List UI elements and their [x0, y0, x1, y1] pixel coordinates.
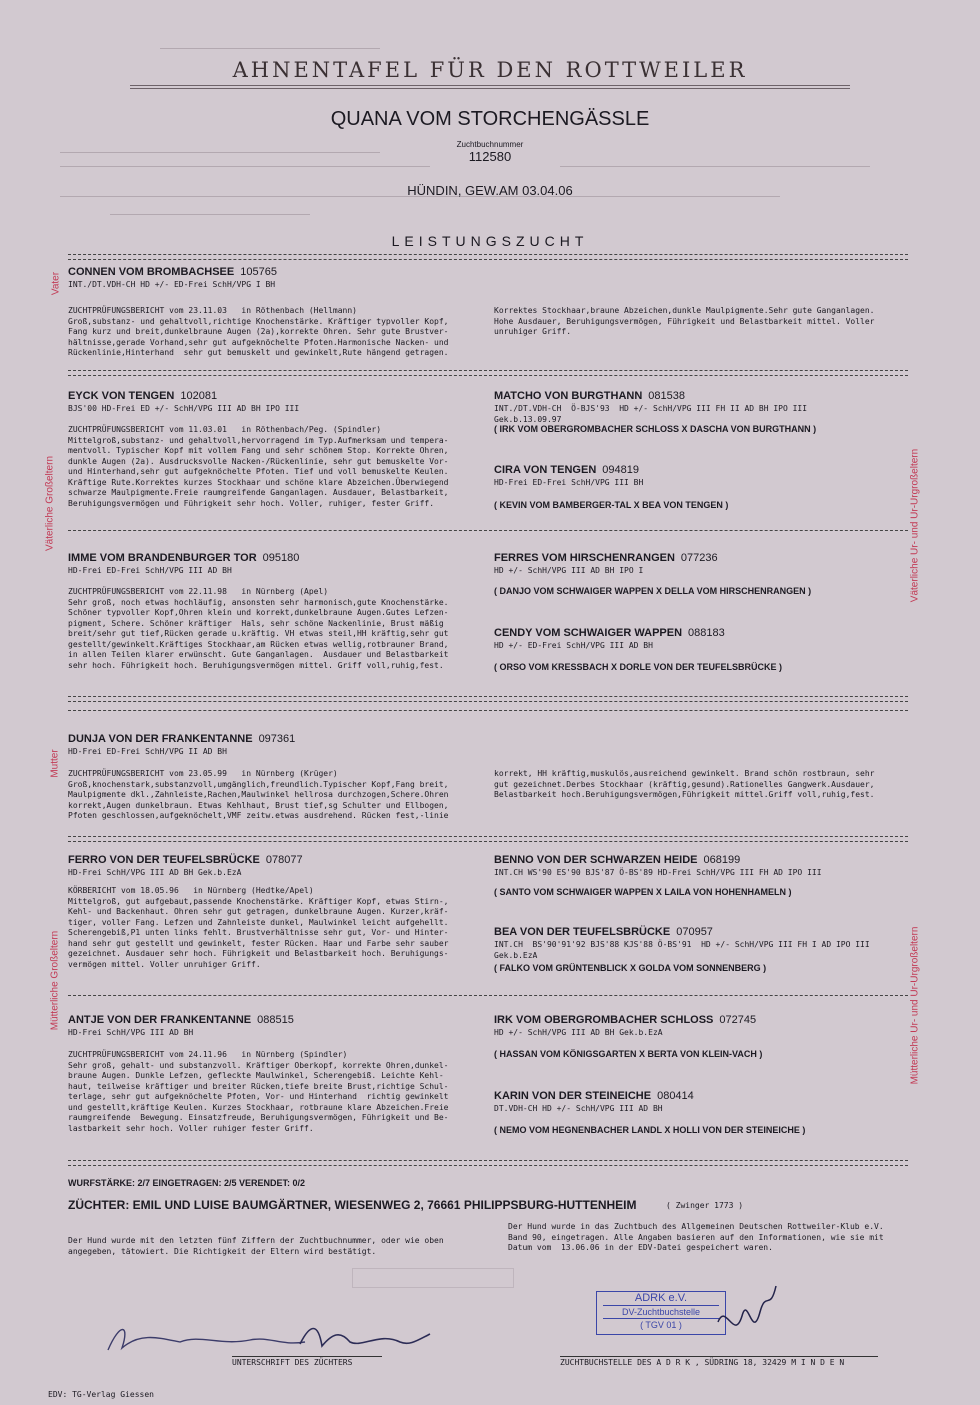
title-rule: [130, 85, 850, 89]
vg1-titles: BJS'00 HD-Frei ED +/- SchH/VPG III AD BH IPO III: [68, 404, 300, 413]
mg1-p1-parents: ( SANTO VOM SCHWAIGER WAPPEN X LAILA VON HOHENHAMELN ): [494, 887, 792, 897]
side-label-vater: Vater: [50, 271, 62, 296]
vg2-p2-reg: 088183: [688, 627, 725, 639]
side-label-mg: Mütterliche Großeltern: [49, 930, 61, 1031]
mg1-p2-parents: ( FALKO VOM GRÜNTENBLICK X GOLDA VOM SONNENBERG ): [494, 963, 767, 973]
separator: [68, 836, 908, 842]
mg1-p2-name: BEA VON DER TEUFELSBRÜCKE: [494, 926, 671, 938]
vg2-reg: 095180: [262, 552, 300, 564]
mg1-p1-name: BENNO VON DER SCHWARZEN HEIDE: [494, 854, 698, 866]
vg1-name: EYCK VON TENGEN: [68, 390, 175, 402]
stamp-line-1: ADRK e.V.: [634, 1292, 688, 1304]
vg1-p1-parents: ( IRK VOM OBERGROMBACHER SCHLOSS X DASCHA VON BURGTHANN ): [494, 424, 817, 434]
office-sig-caption: ZUCHTBUCHSTELLE DES A D R K , SÜDRING 18, 32429 M I N D E N: [560, 1358, 845, 1367]
vg1-p1-titles: INT./DT.VDH-CH Ö-BJS'93 HD +/- SchH/VPG III FH II AD BH IPO III Gek.b.13.09.97: [494, 404, 808, 424]
breeder-signatures: [100, 1312, 460, 1362]
mg2-name-row: [68, 1014, 294, 1026]
dam-titles: HD-Frei ED-Frei SchH/VPG II AD BH: [68, 747, 227, 756]
side-label-vuu: Väterliche Ur- und Ur-Urgroßeltern: [909, 448, 921, 603]
mg1-reg: 078077: [265, 854, 303, 866]
mg2-titles: HD-Frei SchH/VPG III AD BH: [68, 1028, 194, 1037]
vg2-p1-parents: ( DANJO VOM SCHWAIGER WAPPEN X DELLA VOM HIRSCHENRANGEN ): [494, 586, 812, 596]
mg2-p1-name: IRK VOM OBERGROMBACHER SCHLOSS: [494, 1014, 714, 1026]
vg1-p1-reg: 081538: [648, 390, 686, 402]
mg1-name: FERRO VON DER TEUFELSBRÜCKE: [68, 854, 260, 866]
vg1-report: ZUCHTPRÜFUNGSBERICHT vom 11.03.01 in Röthenbach/Peg. (Spindler) Mittelgroß,substanz- und gehaltvoll,hervorragend im Typ.Aufmerksam und tempera- mentvoll. Typischer Kopf mit vollem Fang und sehr schönem Stop. Korrekte Ohren, dunkle Augen (2a). Ausdrucksvolle Nacken-/Rückenlinie, sehr gut bemuskelte Vor- und Hinterhand,sehr gut aufgeknöchelte Pfoten. Tief und voll bemuskelte Keulen. Kräftige Rute.Korrektes kurzes Stockhaar und schöne klare Abzeichen.Überwiegend schwarze Maulpigmente.Freie raumgreifende Ganganlagen. Ausdauer, Belastbarkeit, Beruhigungsvermögen und Führigkeit sehr hoch. Voller, ruhiger, fester Griff.: [68, 425, 449, 508]
separator: [68, 1160, 908, 1166]
side-label-vg: Väterliche Großeltern: [44, 455, 56, 552]
grandsire-name-row: [68, 390, 217, 402]
tattoo-note: Der Hund wurde mit den letzten fünf Ziffern der Zuchtbuchnummer, oder wie oben angegeben, tätowiert. Die Richtigkeit der Eltern wird bestätigt.: [68, 1236, 444, 1256]
office-signature: [712, 1282, 782, 1354]
mg1-p1-titles: INT.CH WS'90 ES'90 BJS'87 Ö-BS'89 HD-Frei SchH/VPG III FH AD IPO III: [494, 868, 822, 877]
breeder-sig-line: [232, 1356, 382, 1357]
office-sig-line: [560, 1356, 878, 1357]
mg1-p2-name-row: [494, 926, 713, 938]
kennel-number: ( Zwinger 1773 ): [666, 1201, 744, 1210]
sire-reg: 105765: [240, 266, 277, 278]
ghost-line: [110, 214, 310, 215]
dam-name: DUNJA VON DER FRANKENTANNE: [68, 733, 253, 745]
vg2-p2-titles: HD +/- ED-Frei SchH/VPG III AD BH: [494, 641, 653, 650]
ghost-line: [60, 166, 430, 167]
mg2-p1-name-row: [494, 1014, 756, 1026]
ghost-line: [160, 40, 380, 49]
vg2-p1-name: FERRES VOM HIRSCHENRANGEN: [494, 552, 675, 564]
studbook-note: Der Hund wurde in das Zuchtbuch des Allgemeinen Deutschen Rottweiler-Klub e.V. Band 90, eingetragen. Alle Angaben basieren auf den Informationen, wie sie mit Datum vom 13.06.06 in der EDV-Datei gespeichert waren.: [508, 1222, 884, 1252]
vg2-p1-titles: HD +/- SchH/VPG III AD BH IPO I: [494, 566, 644, 575]
adrk-stamp: [596, 1291, 726, 1335]
mg2-reg: 088515: [257, 1014, 294, 1026]
vg2-p2-name: CENDY VOM SCHWAIGER WAPPEN: [494, 627, 683, 639]
mg2-report: ZUCHTPRÜFUNGSBERICHT vom 24.11.96 in Nürnberg (Spindler) Sehr groß, gehalt- und substanzvoll. Kräftiger Oberkopf, korrekte Ohren,dunkel- braune Augen. Dunkle Lefzen, gefleckte Maulwinkel, Scherengebiß. Leichte Kehl- haut, teilweise kräftiger und breiter Rücken,tiefe breite Brust,richtige Schul- terlage, sehr gut aufgeknöchelte Pfoten, Vor- und Hinterhand richtig gewinkelt und gestellt,kräftige Keulen. Kurzes Stockhaar, rotbraune klare Abzeichen.Freie raumgreifende Bewegung. Einsatzfreude, Beruhigungsvermögen, Führigkeit und Be- lastbarkeit sehr hoch. Voller ruhiger fester Griff.: [68, 1050, 449, 1133]
vg1-p2-titles: HD-Frei ED-Frei SchH/VPG III BH: [494, 478, 644, 487]
stamp-line-2: DV-Zuchtbuchstelle: [603, 1305, 719, 1319]
sex-and-birthdate: HÜNDIN, GEW.AM 03.04.06: [407, 183, 573, 198]
vg1-p2-name-row: [494, 464, 639, 476]
mg2-name: ANTJE VON DER FRANKENTANNE: [68, 1014, 252, 1026]
mg2-p1-reg: 072745: [719, 1014, 757, 1026]
side-label-mutter: Mutter: [49, 749, 61, 778]
studbook-number: 112580: [468, 149, 512, 164]
litter-info: WURFSTÄRKE: 2/7 EINGETRAGEN: 2/5 VERENDET: 0/2: [68, 1178, 306, 1188]
dam-report-right: korrekt, HH kräftig,muskulös,ausreichend gewinkelt. Brand schön rostbraun, sehr gut gezeichnet.Derbes Stockhaar (kräftig,gesund).Rationelles Gangwerk.Ausdauer, Belastbarkeit hoch.Beruhigungsvermögen,Führigkeit mittel.Griff voll,ruhig,fest.: [494, 769, 875, 799]
vg2-p2-parents: ( ORSO VOM KRESSBACH X DORLE VON DER TEUFELSBRÜCKE ): [494, 662, 783, 672]
section-heading: LEISTUNGSZUCHT: [391, 233, 589, 249]
side-label-muu: Mütterliche Ur- und Ur-Urgroßeltern: [909, 926, 921, 1085]
mg2-p1-parents: ( HASSAN VOM KÖNIGSGARTEN X BERTA VON KLEIN-VACH ): [494, 1049, 763, 1059]
print-vendor: EDV: TG-Verlag Giessen: [48, 1390, 154, 1399]
ghost-line: [560, 166, 870, 167]
dam-report-left: ZUCHTPRÜFUNGSBERICHT vom 23.05.99 in Nürnberg (Krüger) Groß,knochenstark,substanzvoll,umgänglich,freundlich.Typischer Kopf,Fang breit, Maulpigmente dkl.,Zahnleiste,Rachen,Maulwinkel hellrosa durchzogen,Schere.Ohren korrekt,Augen dunkelbraun. Etwas Kehlhaut, Brust tief,sg Schulter und Ellbogen, Pfoten geschlossen,aufgeknöchelt,VMF zeitw.etwas ausdrehend. Rücken fest,-linie: [68, 769, 449, 820]
sire-titles: INT./DT.VDH-CH HD +/- ED-Frei SchH/VPG I BH: [68, 280, 276, 289]
vg1-p1-name-row: [494, 390, 685, 402]
vg1-p2-parents: ( KEVIN VOM BAMBERGER-TAL X BEA VON TENGEN ): [494, 500, 729, 510]
vg1-p2-reg: 094819: [602, 464, 639, 476]
breeder-sig-caption: UNTERSCHRIFT DES ZÜCHTERS: [232, 1358, 353, 1367]
vg1-p1-name: MATCHO VON BURGTHANN: [494, 390, 643, 402]
dam-name-row: [68, 733, 295, 745]
mg2-p2-name: KARIN VON DER STEINEICHE: [494, 1090, 652, 1102]
breeder-address: ZÜCHTER: EMIL UND LUISE BAUMGÄRTNER, WIESENWEG 2, 76661 PHILIPPSBURG-HUTTENHEIM: [68, 1198, 637, 1212]
mg2-p2-titles: DT.VDH-CH HD +/- SchH/VPG III AD BH: [494, 1104, 663, 1113]
mg1-name-row: [68, 854, 303, 866]
vg2-report: ZUCHTPRÜFUNGSBERICHT vom 22.11.98 in Nürnberg (Apel) Sehr groß, noch etwas hochläufig, ansonsten sehr harmonisch,gute Knochenstärke. Schöner typvoller Kopf,Ohren klein und korrekt,dunkelbraune Augen.Gutes Lefzen- pigment, Schere. Schöner kräftiger Hals, sehr schöne Nackenlinie, Brust mäßig breit/sehr gut tief,Rücken gerade u.kräftig. VH etwas steil,HH kräftig,sehr gut gestellt/gewinkelt.Kräftiges Stockhaar,am Rücken etwas wellig,rotbrauner Brand, in allen Teilen klarer erwünscht. Gute Ganganlagen. Ausdauer und Belastbarkeit sehr hoch. Führigkeit hoch. Beruhigungsvermögen mittel. Griff voll,ruhig,fest.: [68, 587, 449, 670]
faded-date-stamp: [352, 1268, 514, 1288]
mg1-report: KÖRBERICHT vom 18.05.96 in Nürnberg (Hedtke/Apel) Mittelgroß, gut aufgebaut,passende Knochenstärke. Kräftiger Kopf, etwas Stirn-, Kehl- und Backenhaut. Ohren sehr gut getragen, dunkelbraune Augen. Kurzer,kräf- tiger, voller Fang. Lefzen und Zahnleiste dunkel, Maulwinkel leicht aufgehellt. Scherengebiß,P1 unten links fehlt. Brustverhältnisse sehr gut, Vor- und Hinter- hand sehr gut gestellt und gewinkelt, fester Rücken. Haar und Farbe sehr sauber gezeichnet. Ausdauer sehr hoch. Führigkeit und Belastbarkeit hoch. Beruhigungs- vermögen mittel. Voller unruhiger Griff.: [68, 886, 449, 969]
separator: [68, 696, 908, 702]
mg1-p2-reg: 070957: [676, 926, 713, 938]
vg2-name: IMME VOM BRANDENBURGER TOR: [68, 552, 257, 564]
vg2-titles: HD-Frei ED-Frei SchH/VPG III AD BH: [68, 566, 232, 575]
vg2-p2-name-row: [494, 627, 725, 639]
vg2-p1-reg: 077236: [680, 552, 718, 564]
sire-report-right: Korrektes Stockhaar,braune Abzeichen,dunkle Maulpigmente.Sehr gute Ganganlagen. Hohe Ausdauer, Beruhigungsvermögen, Führigkeit und Belastbarkeit mittel. Voller unruhiger Griff.: [494, 306, 875, 336]
separator: [68, 995, 908, 997]
vg2-p1-name-row: [494, 552, 718, 564]
dog-name: QUANA VOM STORCHENGÄSSLE: [330, 108, 650, 130]
stamp-line-3: ( TGV 01 ): [640, 1320, 682, 1330]
vg1-reg: 102081: [180, 390, 218, 402]
vg1-p2-name: CIRA VON TENGEN: [494, 464, 597, 476]
sire-name: CONNEN VOM BROMBACHSEE: [68, 266, 235, 278]
studbook-label: Zuchtbuchnummer: [456, 140, 524, 149]
separator: [68, 370, 908, 376]
granddam-name-row: [68, 552, 299, 564]
mg2-p2-reg: 080414: [657, 1090, 694, 1102]
separator: [68, 530, 908, 532]
mg1-p1-name-row: [494, 854, 740, 866]
separator: [68, 710, 908, 712]
document-title: AHNENTAFEL FÜR DEN ROTTWEILER: [232, 58, 748, 82]
mg2-p2-parents: ( NEMO VOM HEGNENBACHER LANDL X HOLLI VON DER STEINEICHE ): [494, 1125, 806, 1135]
mg2-p1-titles: HD +/- SchH/VPG III AD BH Gek.b.EzA: [494, 1028, 663, 1037]
sire-report-left: ZUCHTPRÜFUNGSBERICHT vom 23.11.03 in Röthenbach (Hellmann) Groß,substanz- und gehaltvoll,richtige Knochenstärke. Kräftiger typvoller Kopf, Fang kurz und breit,dunkelbraune Augen (2a),korrekte Ohren. Sehr gute Brustver- hältnisse,gerade Vorhand,sehr gut aufgeknöchelte Pfoten.Harmonische Nacken- und Rückenlinie,Hinterhand sehr gut bemuskelt und gewinkelt,Rute hängend getragen.: [68, 306, 449, 357]
mg1-p1-reg: 068199: [703, 854, 741, 866]
mg2-p2-name-row: [494, 1090, 694, 1102]
dam-reg: 097361: [258, 733, 296, 745]
sire-name-row: [68, 266, 277, 278]
mg1-p2-titles: INT.CH BS'90'91'92 BJS'88 KJS'88 Ö-BS'91 HD +/- SchH/VPG III FH I AD IPO III Gek.b.EzA: [494, 940, 870, 960]
separator: [68, 254, 908, 260]
mg1-titles: HD-Frei SchH/VPG III AD BH Gek.b.EzA: [68, 868, 242, 877]
